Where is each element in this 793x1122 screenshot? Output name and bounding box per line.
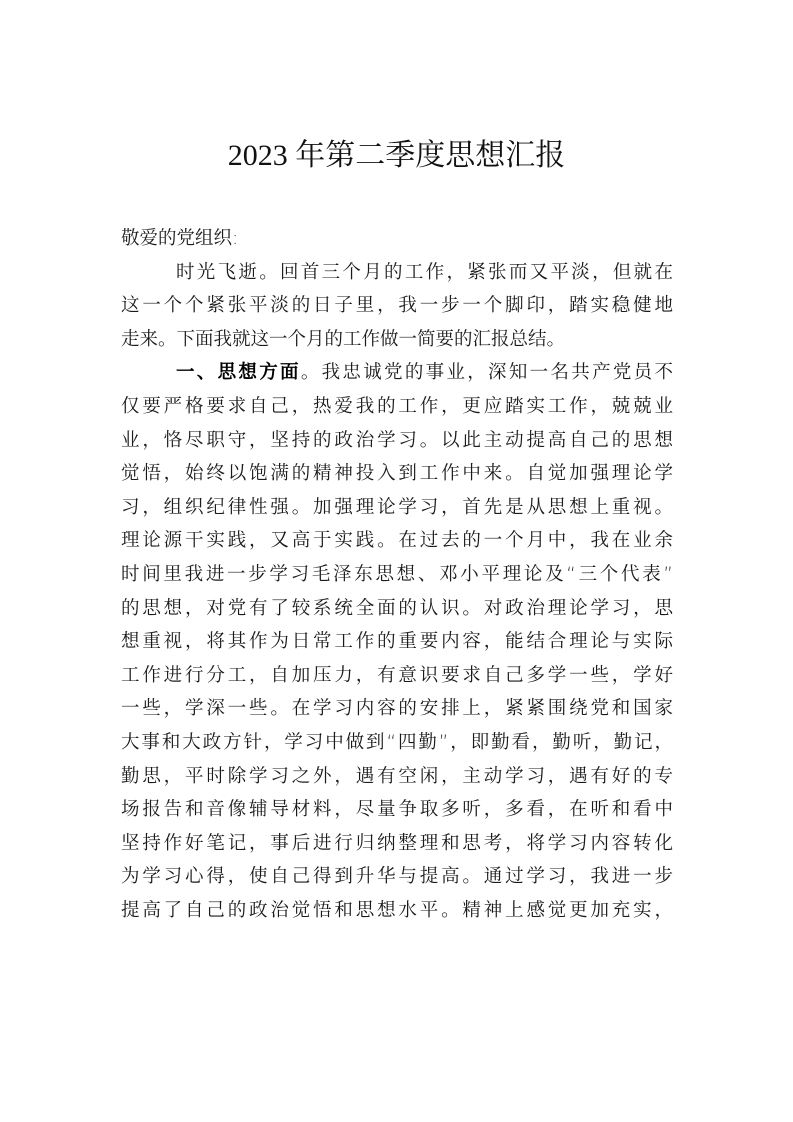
paragraph-line: 时光飞逝。回首三个月的工作，紧张而又平淡，但就在 <box>176 261 673 283</box>
paragraph-thought <box>121 356 673 927</box>
paragraph-line: 觉悟，始终以饱满的精神投入到工作中来。自觉加强理论学 <box>121 463 673 485</box>
paragraph-line: 走来。下面我就这一个月的工作做一简要的汇报总结。 <box>121 328 566 350</box>
paragraph-line: 勤思，平时除学习之外，遇有空闲，主动学习，遇有好的专 <box>121 765 673 787</box>
paragraph-line: 仅要严格要求自己，热爱我的工作，更应踏实工作，兢兢业 <box>121 395 673 417</box>
greeting: 敬爱的党组织: <box>121 228 239 249</box>
paragraph-first-line <box>121 356 673 390</box>
paragraph-line: 场报告和音像辅导材料，尽量争取多听，多看，在听和看中 <box>121 799 673 821</box>
paragraph-line: 为学习心得，使自己得到升华与提高。通过学习，我进一步 <box>121 866 673 888</box>
paragraph-line: 理论源干实践，又高于实践。在过去的一个月中，我在业余 <box>121 530 673 552</box>
document-body <box>121 222 673 927</box>
paragraph-line: 工作进行分工，自加压力，有意识要求自己多学一些，学好 <box>121 664 673 686</box>
document-title: 2023 年第二季度思想汇报 <box>227 139 566 172</box>
paragraph-line: 坚持作好笔记，事后进行归纳整理和思考，将学习内容转化 <box>121 832 673 854</box>
paragraph-line: 的思想，对党有了较系统全面的认识。对政治理论学习，思 <box>121 597 673 619</box>
paragraph-line: 大事和大政方针，学习中做到“四勤”，即勤看，勤听，勤记， <box>121 731 673 753</box>
paragraph-line: 时间里我进一步学习毛泽东思想、邓小平理论及“三个代表” <box>121 563 673 585</box>
paragraph-line: 这一个个紧张平淡的日子里，我一步一个脚印，踏实稳健地 <box>121 295 673 317</box>
paragraph-line: 一些，学深一些。在学习内容的安排上，紧紧围绕党和国家 <box>121 698 673 720</box>
paragraph-line: 提高了自己的政治觉悟和思想水平。精神上感觉更加充实， <box>121 899 673 921</box>
paragraph-line: 习，组织纪律性强。加强理论学习，首先是从思想上重视。 <box>121 496 673 518</box>
paragraph-line: 业，恪尽职守，坚持的政治学习。以此主动提高自己的思想 <box>121 429 673 451</box>
paragraph-text: 。我忠诚党的事业，深知一名共产党员不 <box>300 362 673 384</box>
section-heading: 一、思想方面 <box>176 362 301 384</box>
paragraph-intro <box>121 256 673 357</box>
paragraph-line: 想重视，将其作为日常工作的重要内容，能结合理论与实际 <box>121 631 673 653</box>
